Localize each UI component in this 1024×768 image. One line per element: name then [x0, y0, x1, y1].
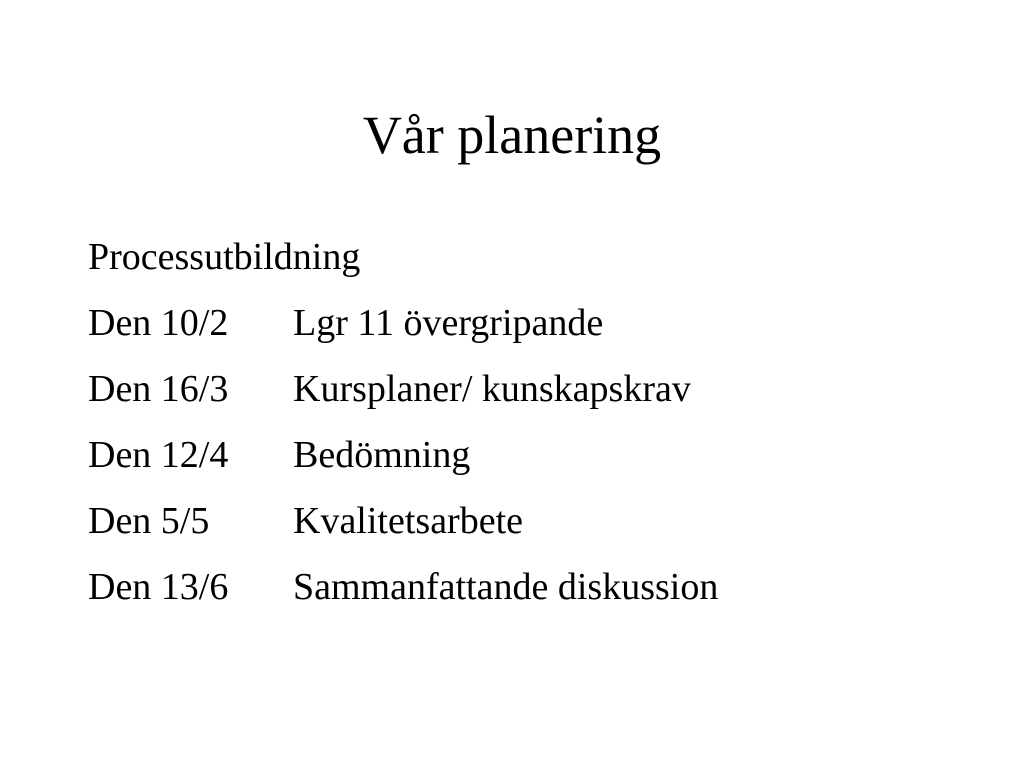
schedule-date: Den 12/4	[88, 434, 229, 476]
slide-body	[88, 228, 988, 624]
schedule-row	[88, 360, 988, 426]
schedule-date: Den 13/6	[88, 566, 229, 608]
schedule-date: Den 5/5	[88, 500, 210, 542]
slide-title: Vår planering	[362, 105, 662, 165]
schedule-row	[88, 492, 988, 558]
schedule-row	[88, 294, 988, 360]
schedule-date: Den 16/3	[88, 368, 229, 410]
section-heading-text: Processutbildning	[88, 236, 361, 278]
schedule-topic: Lgr 11 övergripande	[293, 302, 604, 344]
schedule-topic: Kursplaner/ kunskapskrav	[293, 368, 691, 410]
schedule-topic: Sammanfattande diskussion	[293, 566, 719, 608]
schedule-topic: Kvalitetsarbete	[293, 500, 524, 542]
schedule-topic: Bedömning	[293, 434, 471, 476]
schedule-date: Den 10/2	[88, 302, 229, 344]
schedule-row	[88, 558, 988, 624]
section-heading	[88, 228, 988, 294]
schedule-row	[88, 426, 988, 492]
